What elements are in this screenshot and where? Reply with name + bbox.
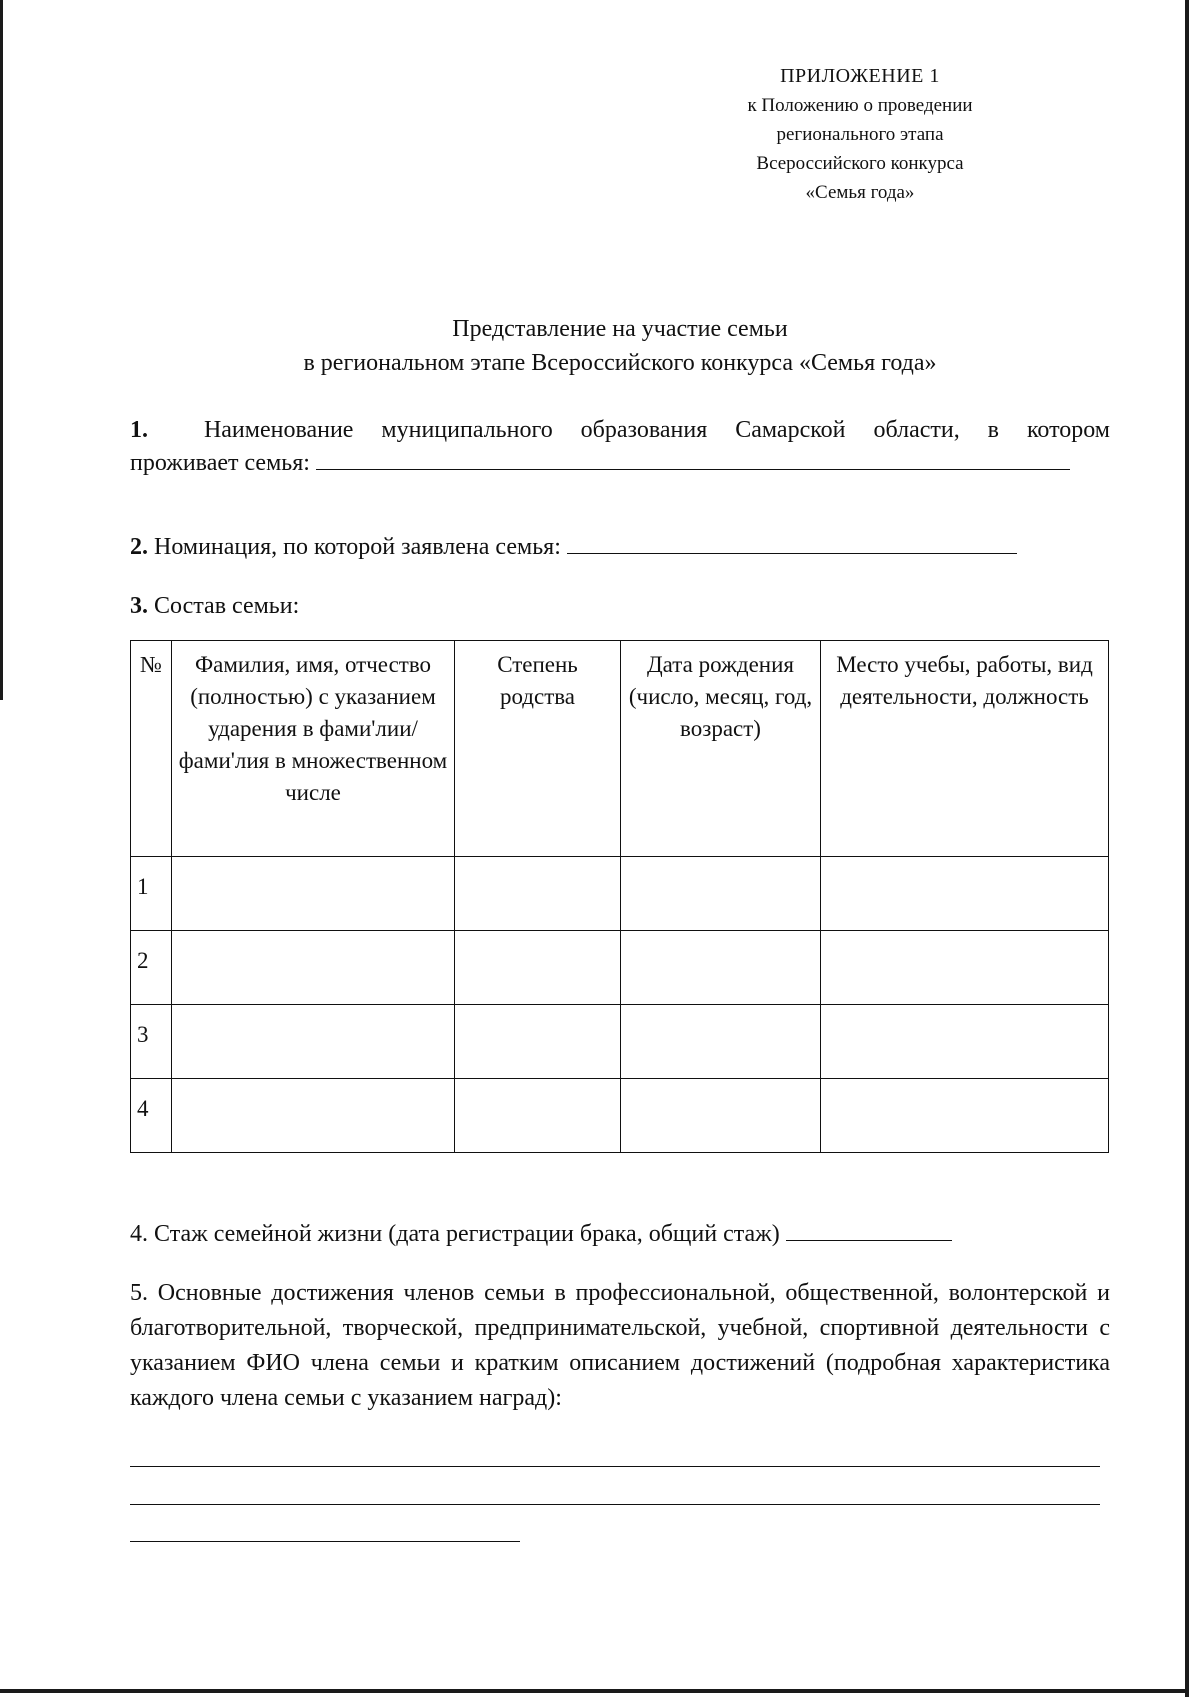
item-marriage-length-label: 4. Стаж семейной жизни (дата регистрации брака, общий стаж) bbox=[130, 1221, 780, 1247]
table-row bbox=[131, 857, 1109, 931]
appendix-line: к Положению о проведении bbox=[747, 95, 973, 116]
family-composition-table bbox=[130, 640, 1109, 1153]
item-family-composition-label: Состав семьи: bbox=[154, 593, 300, 619]
document-title bbox=[130, 312, 1110, 380]
header-occupation: Место учебы, работы, вид деятельности, должность bbox=[821, 641, 1109, 857]
achievements-field-line-2[interactable] bbox=[130, 1504, 1100, 1505]
relation-cell[interactable] bbox=[455, 931, 621, 1005]
item-municipality-label: Наименование муниципального образования Самарской области, в котором bbox=[203, 417, 1110, 443]
row-number: 1 bbox=[131, 857, 172, 931]
relation-cell[interactable] bbox=[455, 857, 621, 931]
item-nomination bbox=[130, 531, 1110, 564]
item-municipality-label-2: проживает семья: bbox=[130, 450, 310, 476]
full-name-cell[interactable] bbox=[172, 1005, 455, 1079]
item-marriage-length bbox=[130, 1218, 1110, 1251]
table-row bbox=[131, 1005, 1109, 1079]
item-municipality bbox=[130, 414, 1110, 480]
scan-edge-bottom bbox=[0, 1689, 1189, 1693]
municipality-field[interactable] bbox=[316, 447, 1070, 470]
occupation-cell[interactable] bbox=[821, 1005, 1109, 1079]
item-nomination-label: Номинация, по которой заявлена семья: bbox=[154, 534, 561, 560]
appendix-line: регионального этапа bbox=[776, 124, 944, 145]
birth-date-cell[interactable] bbox=[621, 1005, 821, 1079]
item-municipality-line-1 bbox=[130, 414, 1110, 447]
header-full-name: Фамилия, имя, отчество (полностью) с указанием ударения в фами'лии/ фами'лия в множественном числе bbox=[172, 641, 455, 857]
title-line-2: в региональном этапе Всероссийского конкурса «Семья года» bbox=[303, 350, 937, 376]
nomination-field[interactable] bbox=[567, 531, 1017, 554]
appendix-line: Всероссийского конкурса bbox=[756, 153, 964, 174]
relation-cell[interactable] bbox=[455, 1005, 621, 1079]
item-number: 3. bbox=[130, 593, 148, 619]
item-number: 2. bbox=[130, 534, 148, 560]
item-family-composition bbox=[130, 590, 1110, 623]
appendix-header bbox=[680, 62, 1040, 207]
achievements-field-line-3[interactable] bbox=[130, 1541, 520, 1542]
birth-date-cell[interactable] bbox=[621, 1079, 821, 1153]
occupation-cell[interactable] bbox=[821, 931, 1109, 1005]
achievements-field-line-1[interactable] bbox=[130, 1466, 1100, 1467]
appendix-line: «Семья года» bbox=[805, 182, 915, 203]
row-number: 2 bbox=[131, 931, 172, 1005]
full-name-cell[interactable] bbox=[172, 1079, 455, 1153]
full-name-cell[interactable] bbox=[172, 931, 455, 1005]
birth-date-cell[interactable] bbox=[621, 931, 821, 1005]
row-number: 4 bbox=[131, 1079, 172, 1153]
item-achievements-label: 5. Основные достижения членов семьи в профессиональной, общественной, волонтерской и благотворительной, творческой, предпринимательской, учебной, спортивной деятельности с указанием ФИО члена семьи и кратким описанием достижений (подробная характеристика каждого члена семьи с указанием наград): bbox=[130, 1280, 1110, 1411]
title-line-1: Представление на участие семьи bbox=[452, 316, 788, 342]
header-relation: Степень родства bbox=[455, 641, 621, 857]
header-number: № bbox=[131, 641, 172, 857]
header-birth-date: Дата рождения (число, месяц, год, возраст) bbox=[621, 641, 821, 857]
relation-cell[interactable] bbox=[455, 1079, 621, 1153]
full-name-cell[interactable] bbox=[172, 857, 455, 931]
marriage-length-field[interactable] bbox=[786, 1218, 952, 1241]
table-row bbox=[131, 1079, 1109, 1153]
appendix-heading: ПРИЛОЖЕНИЕ 1 bbox=[780, 65, 940, 87]
birth-date-cell[interactable] bbox=[621, 857, 821, 931]
table-row bbox=[131, 931, 1109, 1005]
scan-edge-left bbox=[0, 0, 3, 700]
occupation-cell[interactable] bbox=[821, 1079, 1109, 1153]
row-number: 3 bbox=[131, 1005, 172, 1079]
occupation-cell[interactable] bbox=[821, 857, 1109, 931]
item-number: 1. bbox=[130, 417, 148, 443]
item-municipality-line-2 bbox=[130, 447, 1110, 480]
table-header-row bbox=[131, 641, 1109, 857]
scan-edge-right bbox=[1185, 0, 1189, 1697]
item-achievements bbox=[130, 1276, 1110, 1416]
